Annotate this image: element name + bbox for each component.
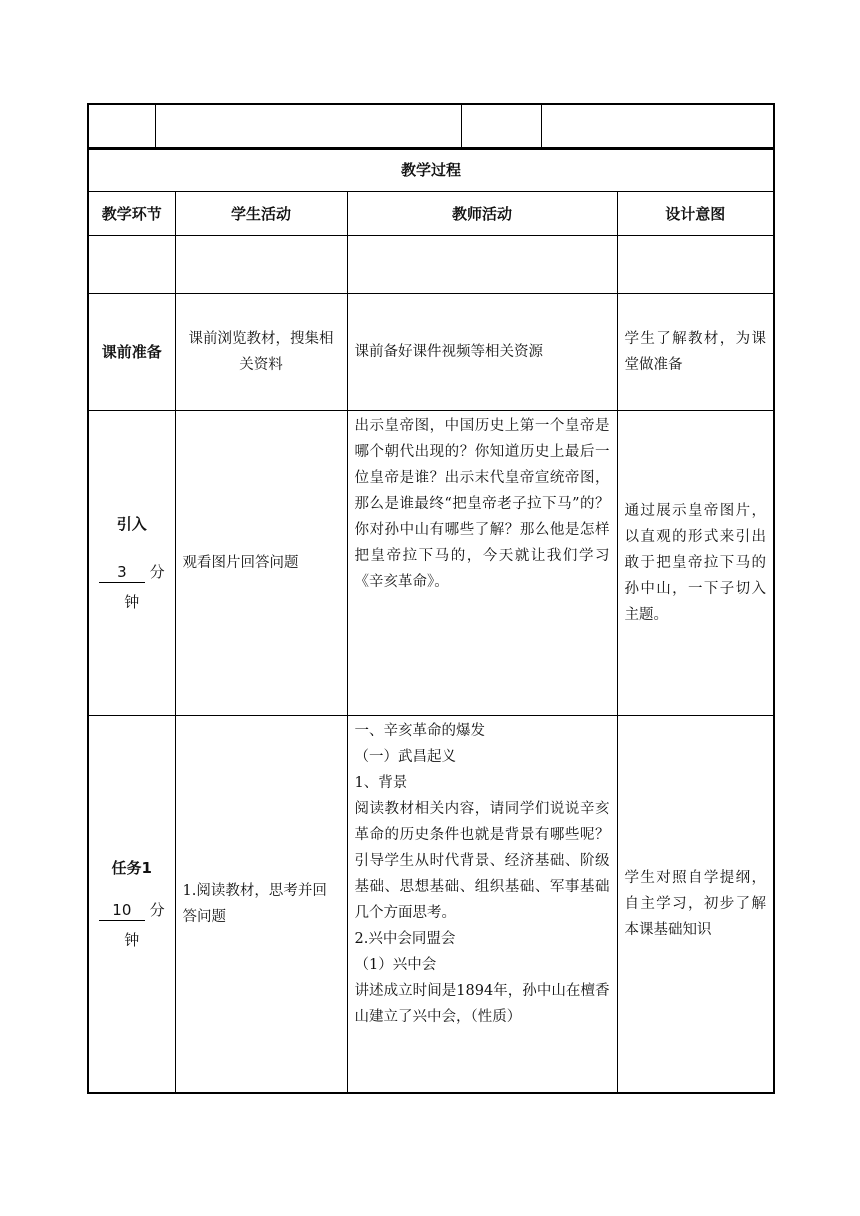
column-header-teacher: 教师活动 bbox=[347, 192, 617, 236]
table-row bbox=[88, 716, 774, 1093]
teacher-activity-cell: 课前备好课件视频等相关资源 bbox=[347, 294, 617, 411]
teacher-line: 讲述成立时间是1894年，孙中山在檀香山建立了兴中会，（性质） bbox=[354, 983, 610, 1025]
duration-value: 10 bbox=[99, 900, 145, 921]
empty-cell bbox=[88, 236, 175, 294]
stage-name: 课前准备 bbox=[101, 343, 162, 361]
teacher-line: 1、背景 bbox=[354, 775, 408, 791]
info-cell-3 bbox=[461, 104, 541, 149]
student-activity-cell: 课前浏览教材，搜集相关资料 bbox=[175, 294, 347, 411]
duration-unit: 钟 bbox=[124, 930, 140, 949]
empty-row bbox=[88, 236, 774, 294]
table-row bbox=[88, 411, 774, 716]
info-header-table bbox=[87, 103, 775, 150]
duration-value: 3 bbox=[99, 562, 145, 583]
teacher-line: （1）兴中会 bbox=[354, 957, 437, 973]
stage-cell bbox=[88, 411, 175, 716]
table-row bbox=[88, 294, 774, 411]
column-header-student: 学生活动 bbox=[175, 192, 347, 236]
empty-cell bbox=[617, 236, 774, 294]
student-activity-cell: 观看图片回答问题 bbox=[175, 411, 347, 716]
empty-cell bbox=[347, 236, 617, 294]
teacher-line: （一）武昌起义 bbox=[354, 749, 456, 765]
stage-duration bbox=[89, 557, 175, 587]
info-header-row bbox=[88, 104, 774, 149]
duration-unit: 分 bbox=[149, 563, 165, 581]
teacher-activity-cell bbox=[347, 716, 617, 1093]
student-activity-cell: 1.阅读教材，思考并回答问题 bbox=[175, 716, 347, 1093]
empty-cell bbox=[175, 236, 347, 294]
section-title: 教学过程 bbox=[88, 148, 774, 192]
info-cell-4 bbox=[541, 104, 774, 149]
teacher-line: 2.兴中会同盟会 bbox=[354, 931, 456, 947]
teaching-process-table bbox=[87, 147, 775, 1094]
teacher-line: 阅读教材相关内容，请同学们说说辛亥革命的历史条件也就是背景有哪些呢？引导学生从时代背景、经济基础、阶级基础、思想基础、组织基础、军事基础几个方面思考。 bbox=[354, 801, 610, 921]
duration-unit: 分 bbox=[149, 900, 165, 919]
info-cell-1 bbox=[88, 104, 155, 149]
stage-name: 任务1 bbox=[111, 858, 152, 877]
teacher-line: 一、辛亥革命的爆发 bbox=[354, 723, 485, 739]
duration-unit: 钟 bbox=[124, 593, 140, 611]
design-intent-cell: 学生对照自学提纲，自主学习，初步了解本课基础知识 bbox=[617, 716, 774, 1093]
stage-cell bbox=[88, 716, 175, 1093]
stage-cell bbox=[88, 294, 175, 411]
stage-duration bbox=[89, 895, 175, 925]
info-cell-2 bbox=[155, 104, 461, 149]
column-header-intent: 设计意图 bbox=[617, 192, 774, 236]
teacher-activity-text: 出示皇帝图，中国历史上第一个皇帝是哪个朝代出现的？你知道历史上最后一位皇帝是谁？出示末代皇帝宣统帝图，那么是谁最终“把皇帝老子拉下马”的？你对孙中山有哪些了解？那么他是怎样把皇帝拉下马的，今天就让我们学习《辛亥革命》。 bbox=[354, 418, 610, 590]
design-intent-cell: 通过展示皇帝图片，以直观的形式来引出敢于把皇帝拉下马的孙中山，一下子切入主题。 bbox=[617, 411, 774, 716]
column-header-row bbox=[88, 192, 774, 236]
teacher-activity-cell bbox=[347, 411, 617, 716]
stage-name: 引入 bbox=[116, 515, 147, 533]
column-header-stage: 教学环节 bbox=[88, 192, 175, 236]
design-intent-cell: 学生了解教材，为课堂做准备 bbox=[617, 294, 774, 411]
section-title-row bbox=[88, 148, 774, 192]
